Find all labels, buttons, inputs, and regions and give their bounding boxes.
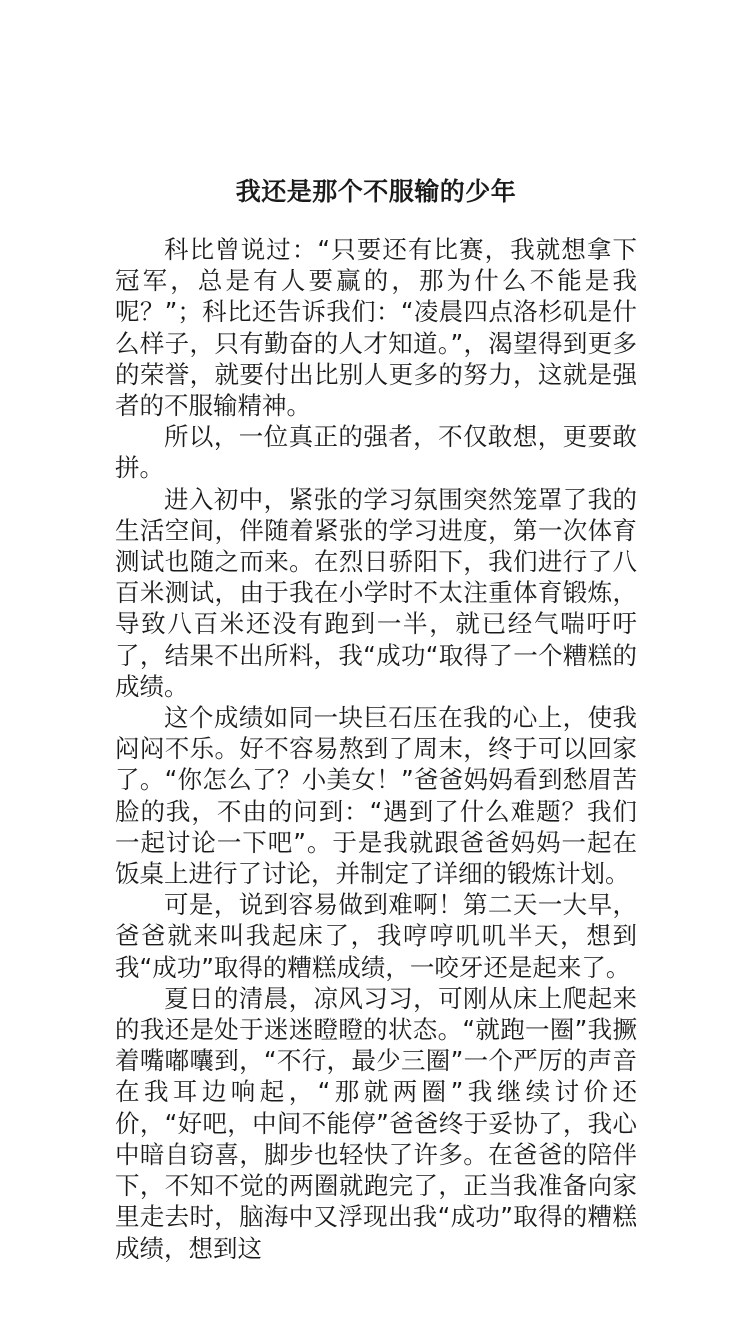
article xyxy=(115,170,637,1264)
article-paragraph: 这个成绩如同一块巨石压在我的心上，使我闷闷不乐。好不容易熬到了周末，终于可以回家了。“你怎么了？小美女！”爸爸妈妈看到愁眉苦脸的我，不由的问到：“遇到了什么难题？我们一起讨论一下吧”。于是我就跟爸爸妈妈一起在饭桌上进行了讨论，并制定了详细的锻炼计划。 xyxy=(115,703,637,889)
article-title: 我还是那个不服输的少年 xyxy=(235,177,517,206)
article-paragraph: 进入初中，紧张的学习氛围突然笼罩了我的生活空间，伴随着紧张的学习进度，第一次体育测试也随之而来。在烈日骄阳下，我们进行了八百米测试，由于我在小学时不太注重体育锻炼，导致八百米还没有跑到一半，就已经气喘吁吁了，结果不出所料，我“成功“取得了一个糟糕的成绩。 xyxy=(115,484,637,701)
article-paragraph: 可是，说到容易做到难啊！第二天一大早，爸爸就来叫我起床了，我哼哼叽叽半天，想到我“成功”取得的糟糕成绩，一咬牙还是起来了。 xyxy=(115,890,637,982)
article-paragraph: 夏日的清晨，凉风习习，可刚从床上爬起来的我还是处于迷迷瞪瞪的状态。“就跑一圈”我撅着嘴嘟囔到，“不行，最少三圈”一个严厉的声音在我耳边响起，“那就两圈”我继续讨价还价，“好吧，中间不能停”爸爸终于妥协了，我心中暗自窃喜，脚步也轻快了许多。在爸爸的陪伴下，不知不觉的两圈就跑完了，正当我准备向家里走去时，脑海中又浮现出我“成功”取得的糟糕成绩，想到这 xyxy=(115,983,637,1263)
article-paragraph: 科比曾说过：“只要还有比赛，我就想拿下冠军，总是有人要赢的，那为什么不能是我呢？”；科比还告诉我们：“凌晨四点洛杉矶是什么样子，只有勤奋的人才知道。”，渴望得到更多的荣誉，就要付出比别人更多的努力，这就是强者的不服输精神。 xyxy=(115,235,637,421)
article-paragraph: 所以，一位真正的强者，不仅敢想，更要敢拼。 xyxy=(115,422,637,483)
